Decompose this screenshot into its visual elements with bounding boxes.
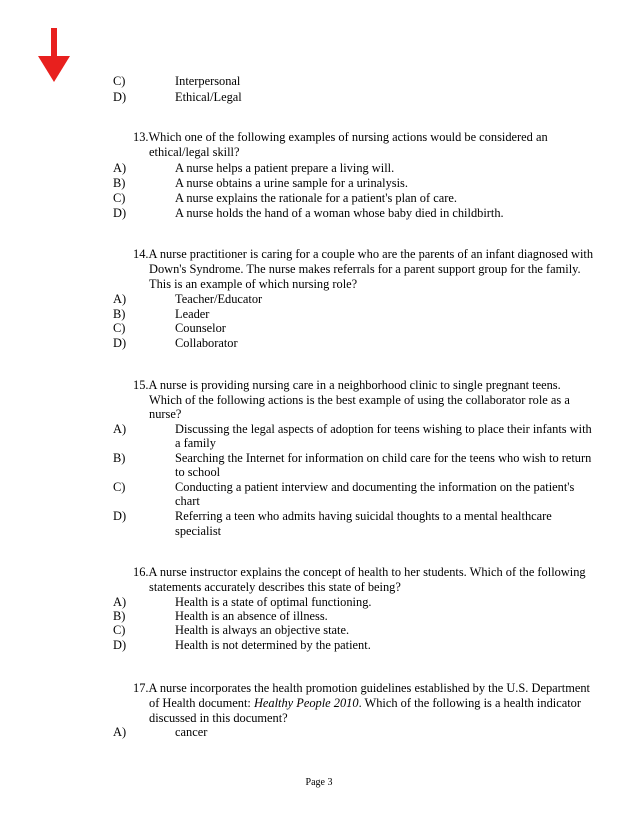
- stem-text: . Which of the following is a health indicator: [358, 696, 581, 710]
- red-down-arrow-icon: [38, 28, 70, 82]
- question-stem: 14.A nurse practitioner is caring for a couple who are the parents of an infant diagnosed with: [133, 247, 594, 261]
- option-letter: D): [113, 509, 127, 523]
- option-letter: C): [113, 191, 126, 205]
- option-letter: A): [113, 161, 127, 175]
- option-text: Conducting a patient interview and documenting the information on the patient's: [175, 480, 575, 494]
- option-text: Ethical/Legal: [175, 90, 242, 104]
- question-stem: discussed in this document?: [149, 711, 288, 725]
- option-letter: D): [113, 206, 127, 220]
- option-text: A nurse explains the rationale for a patient's plan of care.: [175, 191, 457, 205]
- question-stem: statements accurately describes this state of being?: [149, 580, 401, 594]
- option-text: cancer: [175, 725, 208, 739]
- document-title: Healthy People 2010: [253, 696, 359, 710]
- option-text: Health is always an objective state.: [175, 623, 350, 637]
- option-text: Health is an absence of illness.: [175, 609, 328, 623]
- option-text: Discussing the legal aspects of adoption for teens wishing to place their infants with: [175, 422, 592, 436]
- option-letter: A): [113, 422, 127, 436]
- option-text: A nurse obtains a urine sample for a urinalysis.: [175, 176, 408, 190]
- option-letter: B): [113, 609, 126, 623]
- option-text: a family: [175, 436, 216, 450]
- option-letter: D): [113, 90, 127, 104]
- option-letter: B): [113, 451, 126, 465]
- option-text: Leader: [175, 307, 210, 321]
- page-number: Page 3: [305, 777, 333, 788]
- option-letter: C): [113, 321, 126, 335]
- option-letter: C): [113, 480, 126, 494]
- option-letter: B): [113, 176, 126, 190]
- option-letter: C): [113, 623, 126, 637]
- option-text: Health is a state of optimal functioning.: [175, 595, 372, 609]
- option-text: A nurse helps a patient prepare a living will.: [175, 161, 395, 175]
- option-letter: D): [113, 336, 127, 350]
- question-stem: Down's Syndrome. The nurse makes referrals for a parent support group for the family.: [149, 262, 581, 276]
- question-stem: [149, 696, 581, 711]
- question-stem: 16.A nurse instructor explains the concept of health to her students. Which of the following: [133, 565, 586, 579]
- option-letter: A): [113, 595, 127, 609]
- option-text: Health is not determined by the patient.: [175, 638, 371, 652]
- option-text: Counselor: [175, 321, 226, 335]
- question-stem: 15.A nurse is providing nursing care in a neighborhood clinic to single pregnant teens.: [133, 378, 561, 392]
- question-stem: This is an example of which nursing role?: [149, 277, 358, 291]
- option-text: Searching the Internet for information on child care for the teens who wish to return: [175, 451, 592, 465]
- option-letter: B): [113, 307, 126, 321]
- question-stem: Which of the following actions is the best example of using the collaborator role as a: [149, 393, 570, 407]
- option-text: to school: [175, 465, 221, 479]
- stem-text: of Health document:: [149, 696, 254, 710]
- option-text: A nurse holds the hand of a woman whose baby died in childbirth.: [175, 206, 504, 220]
- option-letter: C): [113, 74, 126, 88]
- question-stem: ethical/legal skill?: [149, 145, 240, 159]
- option-text: specialist: [175, 524, 222, 538]
- option-letter: A): [113, 292, 127, 306]
- option-letter: A): [113, 725, 127, 739]
- option-text: chart: [175, 494, 200, 508]
- option-text: Teacher/Educator: [175, 292, 263, 306]
- option-letter: D): [113, 638, 127, 652]
- question-stem: 13.Which one of the following examples of nursing actions would be considered an: [133, 130, 548, 144]
- option-text: Referring a teen who admits having suicidal thoughts to a mental healthcare: [175, 509, 552, 523]
- option-text: Interpersonal: [175, 74, 241, 88]
- question-stem: 17.A nurse incorporates the health promotion guidelines established by the U.S. Department: [133, 681, 590, 695]
- option-text: Collaborator: [175, 336, 238, 350]
- question-stem: nurse?: [149, 407, 182, 421]
